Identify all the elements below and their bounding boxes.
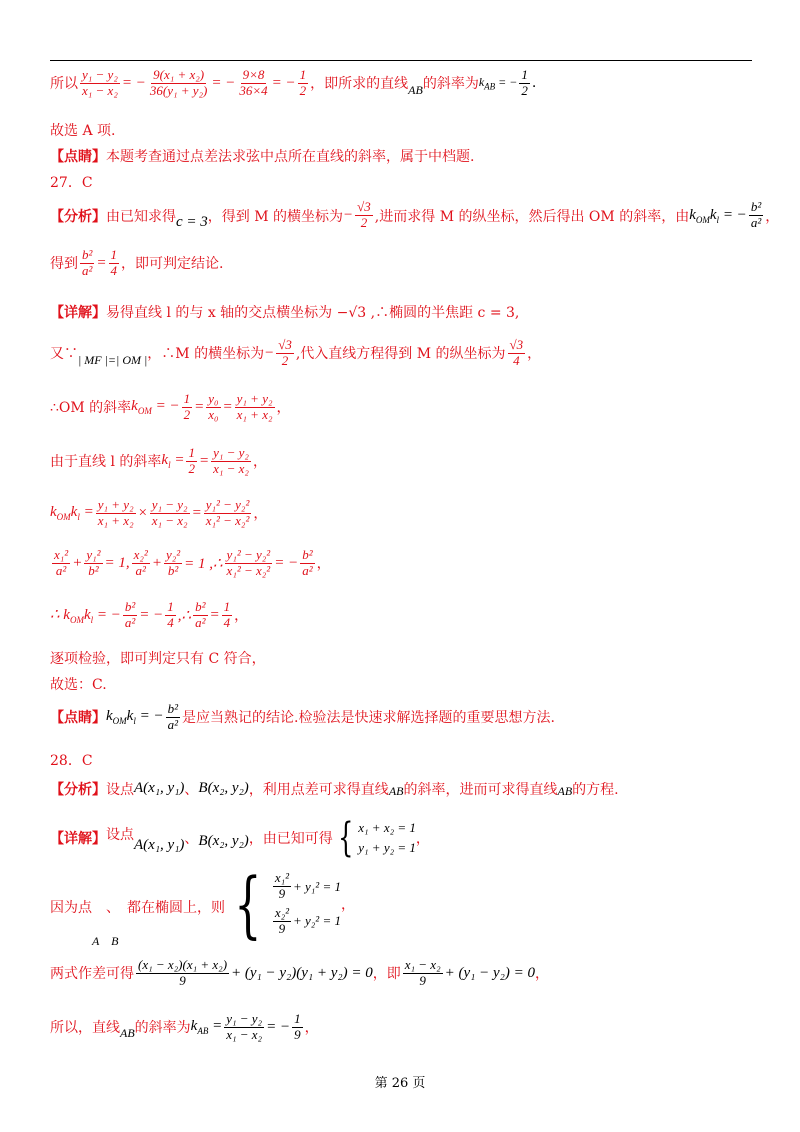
text: 因为点 、 都在椭圆上，则	[50, 900, 225, 916]
math: B(x₂, y₂)	[198, 780, 249, 796]
text: 逐项检验，即可判定只有 C 符合，	[50, 651, 266, 667]
fraction: $\frac{\text{x₂²}}{\text{a²}}$	[133, 547, 148, 578]
text: ，得到 M 的横坐标为	[207, 208, 344, 225]
text: 是应当熟记的结论.检验法是快速求解选择题的重要思想方法.	[182, 710, 555, 727]
text-line-21: 两式作差可得 $\frac{\text{(x₁ − x₂)(x₁ + x₂)}}{9}$ + (y₁ − y₂)(y₁ + y₂) = 0 ，即 $\frac{\text{x₁ − x₂}}{9}$ + (y₁ − y₂) = 0 ，	[50, 957, 549, 988]
text: ，利用点差可求得直线	[248, 781, 389, 798]
tag: 【详解】	[50, 831, 106, 847]
text: ，即所求的直线	[310, 76, 409, 93]
fraction: $\frac{\text{b²}}{\text{a²}}$	[124, 599, 136, 630]
equation-system: { x₁ + x₂ = 1 y₁ + y₂ = 1	[337, 815, 416, 861]
text: ，∴M 的横坐标为	[147, 346, 265, 363]
math: A B	[92, 934, 119, 948]
text: 的斜率为	[134, 1020, 191, 1037]
text: 的方程.	[572, 781, 619, 798]
math: AB	[408, 82, 423, 97]
text-line-19: 【详解】 设点 A(x₁, y₁) 、 B(x₂, y₂) ，由已知可得 { x₁ + x₂ = 1 y₁ + y₂ = 1 ，	[50, 815, 430, 861]
math: A(x₁, y₁)	[134, 780, 185, 796]
fraction: $\frac{1}{4}$	[167, 599, 174, 630]
fraction: $\frac{\text{y₂²}}{\text{b²}}$	[165, 547, 181, 578]
text-line-8: 又∵ | MF |=| OM | ，∴M 的横坐标为 − $\frac{√3}{2}$ ,代入直线方程得到 M 的纵坐标为 $\frac{√3}{4}$ ，	[50, 337, 542, 368]
header-rule	[50, 60, 752, 61]
text: ,进而求得 M 的纵坐标，然后得出 OM 的斜率，由	[374, 208, 690, 225]
text: 、	[184, 781, 199, 798]
fraction: $\frac{\text{y₁ − y₂}}{\text{x₁ − x₂}}$	[226, 1011, 263, 1042]
tag: 【点睛】	[50, 710, 106, 727]
text-line-15	[50, 674, 107, 694]
text: 由于直线 l 的斜率	[50, 454, 162, 471]
math: | MF |=| OM |	[78, 352, 148, 367]
fraction: $\frac{√3}{4}$	[509, 337, 524, 368]
text-line-14	[50, 648, 266, 668]
text: 27．C	[50, 175, 93, 191]
fraction: $\frac{\text{y₁ − y₂}}{\text{x₁ − x₂}}$	[213, 445, 249, 476]
text: 故选 A 项.	[50, 123, 116, 139]
fraction: $\frac{\text{b²}}{\text{a²}}$	[750, 199, 762, 230]
fraction: $\frac{\text{x₁ − x₂}}{9}$	[404, 957, 441, 988]
text: ∴OM 的斜率	[50, 400, 132, 417]
text-line-12: $\frac{\text{x₁²}}{\text{a²}}$ + $\frac{\text{y₁²}}{\text{b²}}$ = 1, $\frac{\text{x₂²}}{\text{a²}}$ + $\frac{\text{y₂²}}{\text{b²}}$ = 1 ,∴ $\frac{\text{y₁² − y₂²}}{\text{x₁² − x₂²}}$ = − $\frac{\text{b²}}{\text{a²}}$ ，	[54, 547, 331, 578]
text-line-13: ∴ $k_{OM}k_l$ = − $\frac{\text{b²}}{\text{a²}}$ = − $\frac{1}{4}$ ,∴ $\frac{\text{b²}}{\text{a²}}$ = $\frac{1}{4}$ ，	[50, 599, 249, 630]
tag: 【点睛】	[50, 149, 106, 165]
text-line-20: 因为点 、 都在椭圆上，则 { $\frac{\text{x₁²}}{9}$ + y₁² = 1 $\frac{\text{x₂²}}{9}$ + y₂² = 1 ，	[50, 862, 355, 946]
text-line-6: 得到 $\frac{\text{b²}}{\text{a²}}$ = $\frac{1}{4}$ ，即可判定结论.	[50, 247, 224, 278]
text-line-5: 【分析】 由已知求得 c = 3 ，得到 M 的横坐标为 − $\frac{√3}{2}$ ,进而求得 M 的纵坐标，然后得出 OM 的斜率，由 $k_{OM}k_l$ = − $\frac{\text{b²}}{\text{a²}}$ ，	[50, 199, 780, 230]
fraction: $\frac{1}{2}$	[188, 445, 195, 476]
text: 的斜率，进而可求得直线	[403, 781, 558, 798]
fraction: $\frac{\text{(x₁ − x₂)(x₁ + x₂)}}{9}$	[138, 957, 228, 988]
fraction: $\frac{\text{y₁ − y₂}}{\text{x₁ − x₂}}$	[151, 497, 188, 528]
text-line-9: ∴OM 的斜率 $k_{OM}$ = − $\frac{1}{2}$ = $\frac{\text{y₀}}{\text{x₀}}$ = $\frac{\text{y₁ + y₂}}{\text{x₁ + x₂}}$ ，	[50, 391, 291, 422]
equation: x₁ + x₂ = 1	[358, 820, 416, 835]
text: 故选：C.	[50, 677, 107, 693]
text: 所以，直线	[50, 1020, 120, 1037]
fraction: $\frac{\text{b²}}{\text{a²}}$	[82, 247, 93, 278]
fraction: $\frac{\text{b²}}{\text{a²}}$	[167, 701, 179, 732]
fraction: $\frac{\text{y₁ + y₂}}{\text{x₁ + x₂}}$	[97, 497, 134, 528]
fraction: $\frac{\text{x₁²}}{\text{a²}}$	[54, 547, 69, 578]
fraction: $\frac{1}{2}$	[299, 67, 307, 98]
fraction: $\frac{\text{y₁ − y₂}}{\text{x₁ − x₂}}$	[82, 67, 118, 98]
text: 所以	[50, 76, 78, 93]
fraction: $\frac{\text{y₁²}}{\text{b²}}$	[86, 547, 101, 578]
text: ，即	[372, 966, 401, 983]
text: ，由已知可得	[248, 831, 333, 847]
fraction: $\frac{\text{y₀}}{\text{x₀}}$	[208, 391, 219, 422]
text: 又∵	[50, 346, 78, 363]
text-line-18: 【分析】 设点 A(x₁, y₁) 、 B(x₂, y₂) ，利用点差可求得直线 AB 的斜率，进而可求得直线 AB 的方程.	[50, 780, 619, 798]
text: 设点	[106, 827, 134, 843]
fraction: $\frac{\text{y₁² − y₂²}}{\text{x₁² − x₂²}}$	[226, 547, 271, 578]
text: 28．C	[50, 753, 93, 769]
fraction: $\frac{1}{9}$	[294, 1011, 301, 1042]
question-27	[50, 172, 93, 192]
text: 本题考查通过点差法求弦中点所在直线的斜率，属于中档题.	[106, 149, 475, 165]
page-number: 第 26 页	[374, 1076, 426, 1091]
question-28	[50, 750, 93, 770]
tag: 【详解】	[50, 305, 106, 321]
text-line-11: $k_{OM}k_l$ = $\frac{\text{y₁ + y₂}}{\text{x₁ + x₂}}$ × $\frac{\text{y₁ − y₂}}{\text{x₁ − x₂}}$ = $\frac{\text{y₁² − y₂²}}{\text{x₁² − x₂²}}$ ，	[50, 497, 268, 528]
fraction: $\frac{1}{4}$	[110, 247, 118, 278]
tag: 【分析】	[50, 208, 106, 225]
text: 的斜率为	[422, 76, 479, 93]
text: 由已知求得	[106, 208, 176, 225]
text-line-3	[50, 146, 474, 166]
fraction: $\frac{√3}{2}$	[357, 199, 371, 230]
fraction: $\frac{\text{y₁² − y₂²}}{\text{x₁² − x₂²}}$	[205, 497, 250, 528]
text: ,代入直线方程得到 M 的纵坐标为	[295, 346, 506, 363]
text-line-10: 由于直线 l 的斜率 $k_l$ = $\frac{1}{2}$ = $\frac{\text{y₁ − y₂}}{\text{x₁ − x₂}}$ ，	[50, 445, 267, 476]
text: 两式作差可得	[50, 966, 134, 983]
text-line-1: 所以 $\frac{\text{y₁ − y₂}}{\text{x₁ − x₂}}$ = − $\frac{\text{9(x₁ + x₂)}}{\text{36(y₁ + y₂)}}$ = − $\frac{9\times 8}{36\times 4}$ = − $\frac{1}{2}$ ，即所求的直线 AB 的斜率为 $k_{AB}$ = − $\frac{1}{2}$ .	[50, 67, 537, 98]
equation-system: { $\frac{\text{x₁²}}{9}$ + y₁² = 1 $\frac{\text{x₂²}}{9}$ + y₂² = 1	[234, 862, 341, 946]
fraction: $\frac{√3}{2}$	[278, 337, 292, 368]
equation: y₁ + y₂ = 1	[358, 840, 416, 855]
text: 得到	[50, 256, 78, 273]
text: 设点	[106, 781, 134, 798]
text-line-16: 【点睛】 $k_{OM}k_l$ = − $\frac{\text{b²}}{\text{a²}}$ 是应当熟记的结论.检验法是快速求解选择题的重要思想方法.	[50, 701, 555, 732]
text-line-7	[50, 302, 519, 322]
fraction: $\frac{1}{2}$	[183, 391, 191, 422]
math: c = 3	[176, 214, 208, 230]
fraction: $\frac{\text{b²}}{\text{a²}}$	[195, 599, 206, 630]
fraction: $\frac{9\times 8}{36\times 4}$	[239, 67, 268, 98]
fraction: $\frac{1}{2}$	[521, 67, 528, 98]
fraction: $\frac{\text{y₁ + y₂}}{\text{x₁ + x₂}}$	[236, 391, 273, 422]
point-labels	[92, 932, 118, 949]
tag: 【分析】	[50, 781, 106, 798]
text-line-2	[50, 120, 115, 140]
fraction: $\frac{\text{b²}}{\text{a²}}$	[302, 547, 313, 578]
text-line-22: 所以，直线 AB 的斜率为 $k_{AB}$ = $\frac{\text{y₁ − y₂}}{\text{x₁ − x₂}}$ = − $\frac{1}{9}$ ，	[50, 1011, 319, 1042]
text: 易得直线 l 的与 x 轴的交点横坐标为 −√3 ,∴椭圆的半焦距 c = 3,	[106, 305, 520, 321]
fraction: $\frac{1}{4}$	[223, 599, 231, 630]
fraction: $\frac{\text{9(x₁ + x₂)}}{\text{36(y₁ + y₂)}}$	[149, 67, 208, 98]
text: ，即可判定结论.	[121, 256, 224, 273]
